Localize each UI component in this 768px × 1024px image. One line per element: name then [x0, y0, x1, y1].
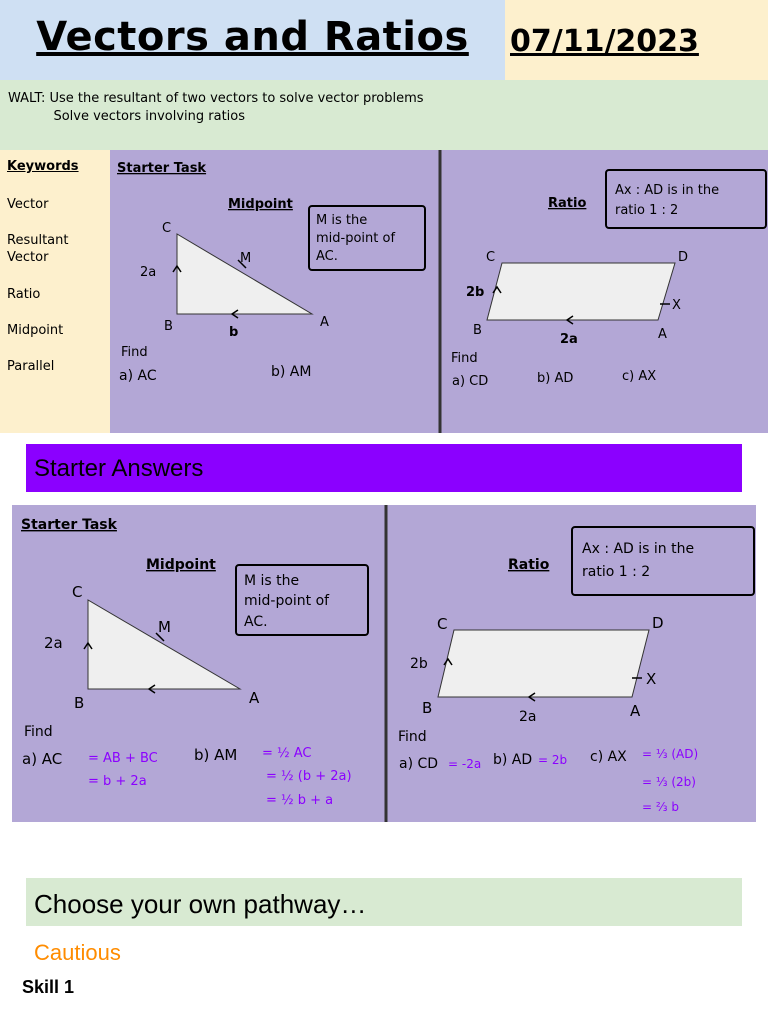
midpoint-note-line1: M is the — [316, 213, 368, 228]
label-a-2: A — [658, 327, 667, 342]
label-m: M — [240, 251, 252, 266]
answers-label-a: A — [249, 689, 260, 707]
answers-label-b-2: B — [422, 699, 433, 717]
label-d: D — [678, 250, 689, 265]
question-am: b) AM — [271, 364, 312, 380]
keyword-resultant-vector: Resultant Vector — [7, 233, 69, 265]
question-cd: a) CD — [452, 374, 489, 389]
answers-label-a-2: A — [630, 702, 641, 720]
answers-midpoint-heading: Midpoint — [146, 557, 216, 573]
answers-label-c-2: C — [437, 615, 448, 633]
label-b-2: B — [473, 323, 482, 338]
answer-cd: = -2a — [448, 757, 482, 771]
label-x: X — [672, 298, 681, 313]
keywords-title: Keywords — [7, 159, 79, 174]
walt-line-2: Solve vectors involving ratios — [8, 109, 246, 124]
answers-label-x: X — [646, 670, 657, 688]
answers-note-line3: AC. — [244, 614, 268, 630]
answer-ac-line1: = AB + BC — [88, 751, 158, 766]
midpoint-note-line2: mid-point of — [316, 231, 396, 246]
keyword-vector: Vector — [7, 197, 49, 212]
answers-q-am: b) AM — [194, 746, 238, 764]
midpoint-note-line3: AC. — [316, 249, 338, 264]
walt-line-1: WALT: Use the resultant of two vectors to solve vector problems — [8, 91, 424, 106]
label-a: A — [320, 315, 329, 330]
page-title: Vectors and Ratios — [36, 14, 469, 60]
answers-ratio-note-line1: Ax : AD is in the — [582, 541, 695, 557]
answers-label-d: D — [652, 614, 664, 632]
ratio-note-line2: ratio 1 : 2 — [615, 203, 679, 218]
answer-am-line1: = ½ AC — [262, 746, 312, 761]
ratio-heading: Ratio — [548, 196, 587, 211]
answer-am-line3: = ½ b + a — [266, 793, 334, 808]
label-b-vector: b — [229, 325, 239, 340]
answers-q-ac: a) AC — [22, 750, 63, 768]
walt-text — [8, 90, 424, 126]
answers-q-ax: c) AX — [590, 749, 627, 765]
parallelogram-abdc — [487, 263, 675, 320]
answer-ac-line2: = b + 2a — [88, 774, 147, 789]
skill-label: Skill 1 — [22, 977, 75, 997]
pathway-level: Cautious — [34, 940, 121, 965]
lesson-date: 07/11/2023 — [510, 24, 699, 59]
find-label-1: Find — [121, 345, 148, 360]
answers-note-line1: M is the — [244, 573, 300, 589]
answer-ad: = 2b — [538, 753, 568, 767]
label-c-2: C — [486, 250, 496, 265]
answers-label-c: C — [72, 583, 83, 601]
label-c: C — [162, 221, 172, 236]
answers-parallelogram — [438, 630, 649, 697]
label-2a: 2a — [140, 265, 157, 280]
answers-label-2b: 2b — [410, 656, 428, 672]
answers-label-2a: 2a — [44, 634, 63, 652]
answers-note-line2: mid-point of — [244, 593, 330, 609]
answer-ax-line2: = ⅓ (2b) — [642, 775, 696, 789]
ratio-note-line1: Ax : AD is in the — [615, 183, 720, 198]
label-b: B — [164, 319, 173, 334]
pathway-title: Choose your own pathway… — [34, 889, 367, 919]
answers-label-m: M — [158, 618, 171, 636]
label-2a-2: 2a — [560, 332, 578, 347]
answer-ax-line3: = ⅔ b — [642, 800, 679, 814]
answers-ratio-note-line2: ratio 1 : 2 — [582, 564, 651, 580]
keyword-ratio: Ratio — [7, 287, 41, 302]
keyword-midpoint: Midpoint — [7, 323, 64, 338]
answers-label-b: B — [74, 694, 85, 712]
answers-label-2a-2: 2a — [519, 709, 537, 725]
starter-answers-title: Starter Answers — [34, 455, 204, 482]
answers-heading: Starter Task — [21, 517, 117, 533]
question-ax: c) AX — [622, 369, 657, 384]
question-ac: a) AC — [119, 368, 157, 384]
answers-q-ad: b) AD — [493, 752, 533, 768]
answer-am-line2: = ½ (b + 2a) — [266, 769, 352, 784]
answer-ax-line1: = ⅓ (AD) — [642, 747, 699, 761]
keyword-parallel: Parallel — [7, 359, 55, 374]
starter-heading: Starter Task — [117, 161, 207, 176]
question-ad: b) AD — [537, 371, 574, 386]
answers-q-cd: a) CD — [399, 756, 439, 772]
find-label-2: Find — [451, 351, 478, 366]
answers-panel — [12, 505, 756, 822]
midpoint-heading: Midpoint — [228, 197, 293, 212]
answers-ratio-heading: Ratio — [508, 557, 550, 573]
answers-find-1: Find — [24, 724, 53, 740]
label-2b: 2b — [466, 285, 485, 300]
answers-find-2: Find — [398, 729, 427, 745]
starter-task-panel — [110, 150, 768, 433]
